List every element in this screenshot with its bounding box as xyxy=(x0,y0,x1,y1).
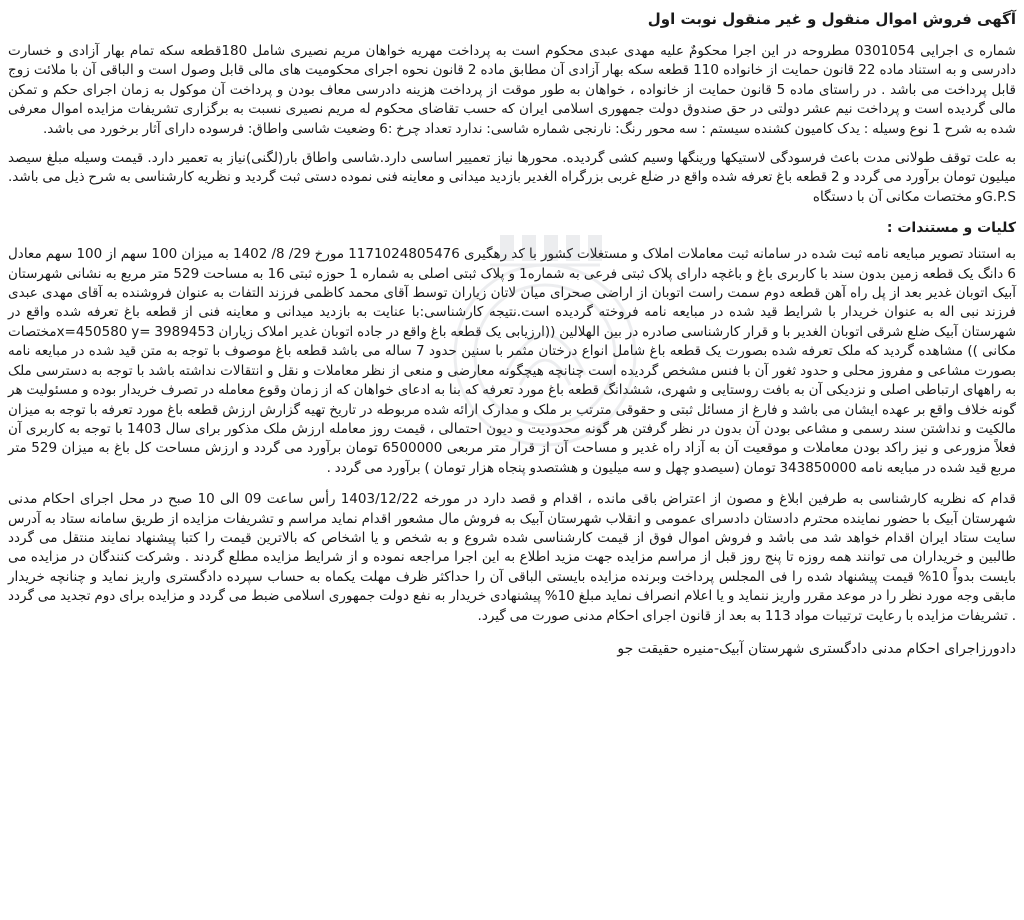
paragraph-case-details: شماره ی اجرایی 0301054 مطروحه در این اجرا محکومٌ علیه مهدی عبدی محکوم است به پرداخت مهریه خواهان مریم نصیری شامل 180قطعه سکه تمام بهار آزادی و خسارت دادرسی و به استناد ماده 22 قانون حمایت از خانواده 110 قطعه سکه بهار آزادی آن مطابق ماده 2 قانون نحوه اجرای محکومیت های مالی قابل وصول است و الباقی آن با ملائت زوج قابل پرداخت می باشد . در راستای ماده 5 قانون حمایت از خانواده ، خواهان به طور موقت از پرداخت هزینه دادرسی معاف بودن و پرداخت آن موکول به زمان اجرای حکم و تمکن مالی گردیده است و پرداخت نیم عشر دولتی در حق صندوق دولت جمهوری اسلامی ایران که حسب تقاضای محکوم له مریم نصیری نسبت به برگزاری تشریفات مزایده اموال معرفی شده به شرح 1 نوع وسیله : یدک کامیون کشنده سیستم : سه محور رنگ: نارنجی شماره شاسی: ندارد تعداد چرخ :6 وضعیت شاسی واطاق: فرسوده دارای آثار برخورد می باشد. xyxy=(8,43,1017,137)
signature-line: دادورزاجرای احکام مدنی دادگستری شهرستان آبیک-منیره حقیقت جو xyxy=(617,640,1016,657)
paragraph-vehicle-condition: به علت توقف طولانی مدت باعث فرسودگی لاستیکها ورینگها وسیم کشی گردیده. محورها نیاز تعمییر اساسی دارد.شاسی واطاق بار(لگنی)نیاز به تعمیر دارد. قیمت وسیله مبلغ سیصد میلیون تومان برآورد می گردد و 2 قطعه باغ تعرفه شده واقع در ضلع غربی بزرگراه الغدیر بازدید میدانی و معاینه فنی نموده دستی ثبت گردید و نظریه کارشناسی به شرح ذیل می باشد. G.P.Sو مختصات مکانی آن با دستگاه xyxy=(8,150,1016,205)
paragraph-auction-terms: قدام که نظریه کارشناسی به طرفین ابلاغ و مصون از اعتراض باقی مانده ، اقدام و قصد دارد در مورخه 1403/12/22 رأس ساعت 09 الی 10 صبح در محل اجرای احکام مدنی شهرستان آبیک با حضور نماینده محترم دادستان دادسرای عمومی و انقلاب شهرستان آبیک به فروش مال مشعور اقدام نماید مراسم و تشریفات مزایده از طریق سامانه ستاد به آدرس سایت ستاد ایران اقدام خواهد شد می باشد و فروش اموال فوق از قیمت کارشناسی شده شروع و به شخص و یا اشخاص که بالاترین قیمت را کتبا پیشنهاد نمایند منتقل می گردد طالبین و خریداران می توانند همه روزه تا پنج روز قبل از مراسم مزایده جهت مزید اطلاع به این اجرا مراجعه نموده و از شرایط مزایده مطلع گردند . وشرکت کنندگان در مزایده می بایست بدواً 10% قیمت پیشنهاد شده را فی المجلس پرداخت وبرنده مزایده بایستی الباقی آن را حداکثر ظرف مهلت یکماه به حساب سپرده دادگستری واریز نماید و چنانچه خریدار مابقی وجه مورد نظر را در موعد مقرر واریز ننماید و یا اعلام انصراف نماید مبلغ 10% پیشنهادی خریدار به نفع دولت جمهوری اسلامی ضبط می گردد و مزایده برای دوم تجدید می گردد . تشریفات مزایده با رعایت ترتیبات مواد 113 به بعد از قانون اجرای احکام مدنی صورت می گیرد. xyxy=(8,491,1017,624)
paragraph-expert-opinion: به استناد تصویر مبایعه نامه ثبت شده در سامانه ثبت معاملات املاک و مستغلات کشور با کد رهگیری 1171024805476 مورخ 29/ 8/ 1402 به میزان 100 سهم از 100 سهم معادل 6 دانگ یک قطعه زمین بدون سند با کاربری باغ و باغچه دارای پلاک ثبتی فرعی به شماره1 و پلاک ثبتی اصلی به شماره 1 حوزه ثبتی 16 به مساحت 529 متر مربع به نشانی شهرستان آبیک اتوبان غدیر بعد از پل راه آهن قطعه دوم سمت راست اتوبان از اراضی صحرای میان لاتان زیاران توسط آقای محمد کاظمی فرزند التفات به عنوان فروشنده به آقای مهدی عبدی فرزند نبی اله به عنوان خریدار با شرایط قید شده در مبایعه نامه فروخته گردیده است.نتیجه کارشناسی:با عنایت به بازدید میدانی و معاینه فنی از قطعه باغ تعرفه شده واقع در شهرستان آبیک ضلع شرقی اتوبان الغدیر با و قرار کارشناسی صادره در بین الهلالین ((ارزیابی یک قطعه باغ واقع در جاده اتوبان غدیر املاک زیاران 3989453 =x=450580 yمختصات مکانی )) مشاهده گردید که ملک تعرفه شده بصورت یک قطعه باغ شامل انواع درختان مثمر با سنین حدود 7 ساله می باشد قطعه باغ موصوف با توجه به متن قید شده در مبایعه نامه بصورت مشاعی و مفروز محلی و حدود ثغور آن با فنس مشخص گردیده است چنانچه هیچگونه معارضی و منعی از نظر معاملات و نقل و انتقالات نداشته باشد با توجه به دسترسی ملک به راههای ارتباطی اصلی و نزدیکی آن به بافت روستایی و شهری، ششدانگ قطعه باغ مورد تعرفه که بنا به ادعای خواهان که از زمان وقوع معامله در تصرف خریدار بوده و مسئولیت هر گونه خلاف واقع بر عهده ایشان می باشد و فارغ از مسائل ثبتی و حقوقی مترتب بر ملک و مدارک ارائه شده مربوطه در تاریخ تهیه گزارش ارزش قطعه باغ مورد تعرفه با توجه به میزان مالکیت و نداشتن سند رسمی و مشاعی بودن آن بدون در نظر گرفتن هر گونه محدودیت و دیون احتمالی ، قیمت روز معامله ارزش ملک مذکور برای سال 1403 با توجه به کاربری آن فعلاً مزورعی و نیز راکد بودن معاملات و موقعیت آن به آزاد راه غدیر و مساحت آن از قرار متر مربعی 6500000 تومان برآورد می گردد و ارزش مساحت کل باغ به میزان 529 متر مربع قید شده در مبایعه نامه 343850000 تومان (سیصدو چهل و سه میلیون و هشتصدو پنجاه هزار تومان ) برآورد می گردد . xyxy=(8,246,1017,476)
section-heading-generalities: کلیات و مستندات : xyxy=(886,220,1016,237)
notice-title: آگهی فروش اموال منقول و غیر منقول نوبت اول xyxy=(647,10,1016,28)
